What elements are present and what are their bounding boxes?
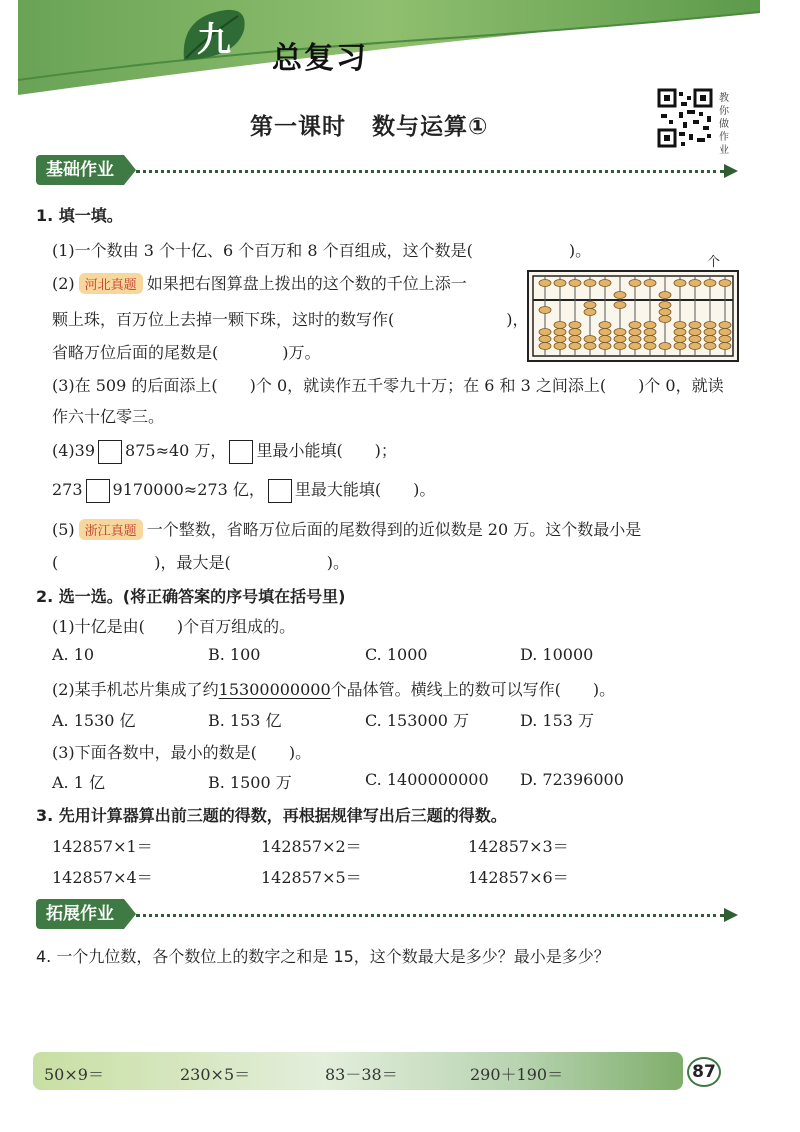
q1-part-4a-middle: 875≈40 万， xyxy=(125,441,227,460)
q2-sub-2-text-pre: (2)某手机芯片集成了约 xyxy=(52,680,219,699)
region-badge-hebei: 河北真题 xyxy=(79,273,143,294)
q1-part-4-line-2 xyxy=(52,477,435,503)
lesson-title xyxy=(250,108,514,141)
answer-box[interactable] xyxy=(268,479,292,503)
q1-part-2-number: (2) xyxy=(52,274,75,293)
q3-item-2: 142857×2＝ xyxy=(261,837,362,856)
q2-sub-1-option-a: A. 10 xyxy=(52,645,95,664)
section-extend xyxy=(36,899,736,929)
abacus-position-mark: 个 xyxy=(707,255,721,270)
section-divider xyxy=(136,170,724,173)
q2-sub-1-question: (1)十亿是由( )个百万组成的。 xyxy=(52,617,296,636)
q1-part-4b-middle: 9170000≈273 亿， xyxy=(112,480,265,499)
q1-part-4a-suffix: 里最小能填( )； xyxy=(256,441,397,460)
q2-sub-2-option-c: C. 153000 万 xyxy=(365,711,470,730)
q2-sub-3-option-d: D. 72396000 xyxy=(520,770,624,789)
question-3-heading: 3. 先用计算器算出前三题的得数，再根据规律写出后三题的得数。 xyxy=(36,806,507,825)
section-basic xyxy=(36,155,736,185)
answer-box[interactable] xyxy=(229,440,253,464)
chapter-number: 九 xyxy=(197,20,231,60)
footer-item-1: 50×9＝ xyxy=(44,1065,104,1084)
q1-part-2-line-2: 颗上珠，百万位上去掉一颗下珠，这时的数写作( )， xyxy=(52,310,529,329)
q1-part-2-text-1: 如果把右图算盘上拨出的这个数的千位上添一 xyxy=(146,274,467,293)
q2-sub-2-text-post: 个晶体管。横线上的数可以写作( )。 xyxy=(330,680,616,699)
question-2-heading: 2. 选一选。(将正确答案的序号填在括号里) xyxy=(36,587,346,606)
q3-item-5: 142857×5＝ xyxy=(261,868,362,887)
qr-code-icon[interactable] xyxy=(657,88,713,148)
lesson-period: 第一课时 xyxy=(250,114,346,140)
q1-part-4-line-1 xyxy=(52,438,397,464)
footer-item-2: 230×5＝ xyxy=(180,1065,251,1084)
footer-item-3: 83－38＝ xyxy=(325,1065,398,1084)
q2-sub-3-option-a: A. 1 亿 xyxy=(52,773,105,792)
q3-item-3: 142857×3＝ xyxy=(468,837,569,856)
q3-item-1: 142857×1＝ xyxy=(52,837,153,856)
qr-caption: 教你做作业 xyxy=(719,93,729,156)
q1-part-2-line-1 xyxy=(52,271,467,294)
q1-part-4b-suffix: 里最大能填( )。 xyxy=(294,480,436,499)
region-badge-zhejiang: 浙江真题 xyxy=(79,519,143,540)
footer-item-4: 290＋190＝ xyxy=(470,1065,564,1084)
q1-part-5-line-1 xyxy=(52,517,641,540)
chapter-title: 总复习 xyxy=(272,41,368,76)
q2-sub-2-option-d: D. 153 万 xyxy=(520,711,595,730)
arrow-right-icon xyxy=(724,164,738,178)
question-1-heading: 1. 填一填。 xyxy=(36,206,123,225)
q1-part-4b-prefix: 273 xyxy=(52,480,83,499)
q1-part-1: (1)一个数由 3 个十亿、6 个百万和 8 个百组成，这个数是( )。 xyxy=(52,241,592,260)
abacus-image xyxy=(527,270,739,362)
q3-item-6: 142857×6＝ xyxy=(468,868,569,887)
answer-box[interactable] xyxy=(86,479,110,503)
q1-part-3-line-1: (3)在 509 的后面添上( )个 0，就读作五千零九十万；在 6 和 3 之间添上( )个 0，就读 xyxy=(52,376,724,395)
q1-part-5-line-2: ( )，最大是( )。 xyxy=(52,553,349,572)
page-number: 87 xyxy=(687,1057,721,1087)
q2-sub-2-question xyxy=(52,677,615,700)
q2-sub-3-question: (3)下面各数中，最小的数是( )。 xyxy=(52,743,312,762)
q1-part-3-line-2: 作六十亿零三。 xyxy=(52,407,165,426)
q1-part-5-number: (5) xyxy=(52,520,75,539)
q1-part-5-text-1: 一个整数，省略万位后面的尾数得到的近似数是 20 万。这个数最小是 xyxy=(146,520,642,539)
q2-sub-3-option-c: C. 1400000000 xyxy=(365,770,489,789)
lesson-topic: 数与运算① xyxy=(372,114,489,140)
q2-sub-2-option-a: A. 1530 亿 xyxy=(52,711,136,730)
q2-sub-1-option-b: B. 100 xyxy=(208,645,261,664)
q2-sub-1-option-c: C. 1000 xyxy=(365,645,428,664)
q2-sub-3-option-b: B. 1500 万 xyxy=(208,773,292,792)
section-extend-label: 拓展作业 xyxy=(36,899,124,929)
q2-sub-2-underlined-number: 15300000000 xyxy=(218,680,331,699)
q2-sub-1-option-d: D. 10000 xyxy=(520,645,594,664)
section-basic-label: 基础作业 xyxy=(36,155,124,185)
q2-sub-2-option-b: B. 153 亿 xyxy=(208,711,282,730)
q3-item-4: 142857×4＝ xyxy=(52,868,153,887)
arrow-right-icon xyxy=(724,908,738,922)
q1-part-2-line-3: 省略万位后面的尾数是( )万。 xyxy=(52,343,321,362)
answer-box[interactable] xyxy=(98,440,122,464)
chapter-header-band xyxy=(0,0,800,95)
section-divider xyxy=(136,914,724,917)
q1-part-4a-prefix: (4)39 xyxy=(52,441,96,460)
question-4-heading: 4. 一个九位数，各个数位上的数字之和是 15，这个数最大是多少？最小是多少？ xyxy=(36,947,610,966)
